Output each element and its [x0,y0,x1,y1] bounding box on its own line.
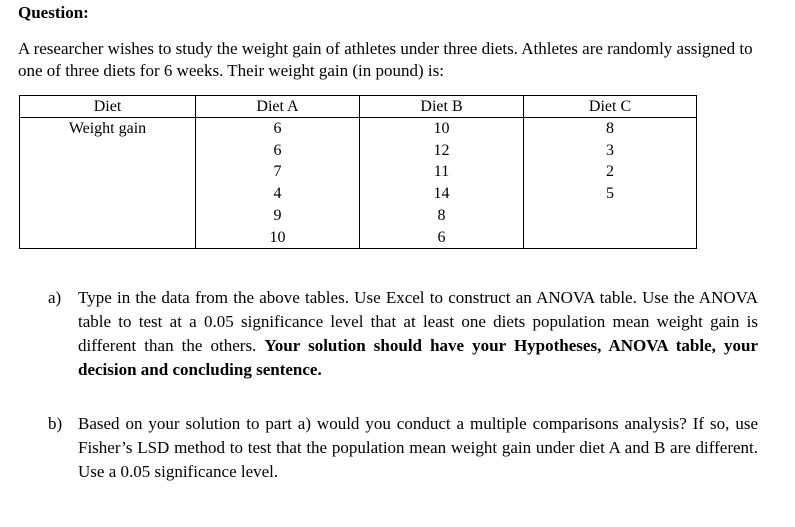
cell-diet-a: 7 [196,161,360,183]
table-row [20,161,697,183]
cell-diet-c: 5 [524,183,697,205]
cell-diet-b: 14 [360,183,524,205]
cell-diet-c: 8 [524,118,697,140]
header-diet: Diet [20,96,196,118]
part-b [48,412,758,484]
cell-diet-b: 12 [360,140,524,162]
part-a-text: Type in the data from the above tables. Use Excel to construct an ANOVA table. Use the ANOVA table to test at a 0.05 significance level that at least one diets population mean weight gain is different than the others. [78,288,758,355]
cell-diet-c [524,227,697,249]
part-a-bold-text: Your solution should have your Hypotheses, ANOVA table, your decision and concluding sentence. [78,336,758,379]
row-label-empty [20,140,196,162]
table-row [20,118,697,140]
cell-diet-c [524,205,697,227]
row-label-empty [20,227,196,249]
row-label-empty [20,161,196,183]
part-b-marker: b) [48,414,63,433]
cell-diet-b: 11 [360,161,524,183]
cell-diet-b: 6 [360,227,524,249]
part-a [48,286,758,382]
cell-diet-a: 6 [196,140,360,162]
row-label-weight-gain: Weight gain [20,118,196,140]
part-b-body: Based on your solution to part a) would you conduct a multiple comparisons analysis? If so, use Fisher’s LSD method to test that the population mean weight gain under diet A and B are different. Use a 0.05 significance level. [78,414,758,481]
header-diet-c: Diet C [524,96,697,118]
table-row [20,205,697,227]
cell-diet-b: 10 [360,118,524,140]
cell-diet-a: 9 [196,205,360,227]
question-intro: A researcher wishes to study the weight gain of athletes under three diets. Athletes are randomly assigned to one of three diets for 6 weeks. Their weight gain (in pound) is: [18,39,753,80]
header-diet-a: Diet A [196,96,360,118]
part-a-marker: a) [48,288,62,307]
cell-diet-a: 10 [196,227,360,249]
row-label-empty [20,183,196,205]
cell-diet-a: 4 [196,183,360,205]
table-row [20,183,697,205]
weight-gain-table [19,95,697,249]
cell-diet-c: 2 [524,161,697,183]
cell-diet-c: 3 [524,140,697,162]
row-label-empty [20,205,196,227]
question-heading: Question: [18,3,89,22]
cell-diet-a: 6 [196,118,360,140]
table-row [20,140,697,162]
header-diet-b: Diet B [360,96,524,118]
cell-diet-b: 8 [360,205,524,227]
table-row [20,227,697,249]
part-a-body [78,286,758,382]
